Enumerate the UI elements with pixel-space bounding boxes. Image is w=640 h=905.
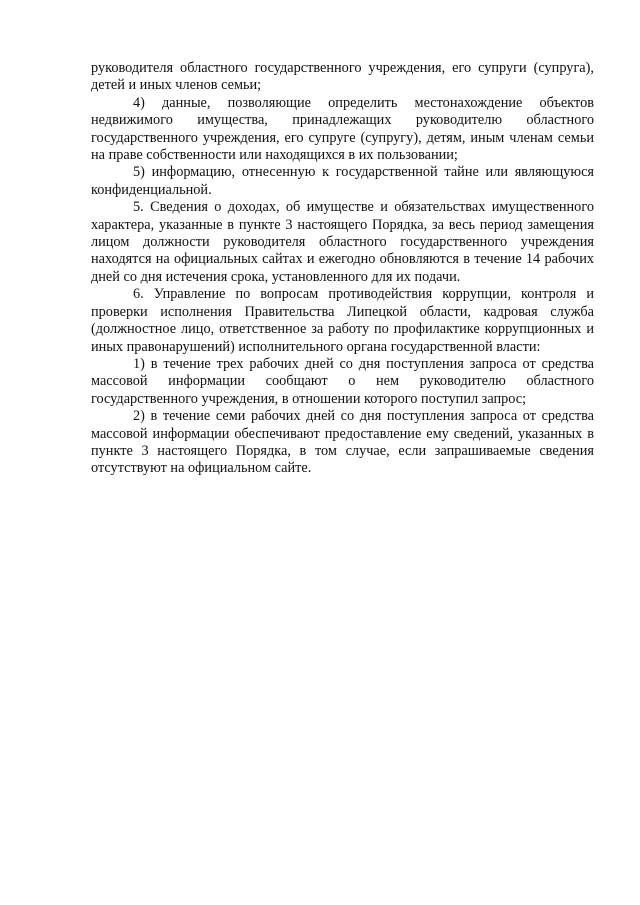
- paragraph-section-6: 6. Управление по вопросам противодействия коррупции, контроля и проверки исполнения Правительства Липецкой области, кадровая служба (должностное лицо, ответственное за работу по профилактике коррупционных и иных правонарушений) исполнительного органа государственной власти:: [91, 286, 594, 355]
- paragraph-subitem-2: 2) в течение семи рабочих дней со дня поступления запроса от средства массовой информации обеспечивают предоставление ему сведений, указанных в пункте 3 настоящего Порядка, в том случае, если запрашиваемые сведения отсутствуют на официальном сайте.: [91, 408, 594, 477]
- paragraph-continuation: руководителя областного государственного учреждения, его супруги (супруга), детей и иных членов семьи;: [91, 60, 594, 94]
- paragraph-section-5: 5. Сведения о доходах, об имуществе и обязательствах имущественного характера, указанные в пункте 3 настоящего Порядка, за весь период замещения лицом должности руководителя областного государственного учреждения находятся на официальных сайтах и ежегодно обновляются в течение 14 рабочих дней со дня истечения срока, установленного для их подачи.: [91, 199, 594, 285]
- paragraph-subitem-1: 1) в течение трех рабочих дней со дня поступления запроса от средства массовой информации сообщают о нем руководителю областного государственного учреждения, в отношении которого поступил запрос;: [91, 355, 594, 407]
- document-page: [91, 60, 594, 478]
- paragraph-item-4: 4) данные, позволяющие определить местонахождение объектов недвижимого имущества, принадлежащих руководителю областного государственного учреждения, его супруге (супругу), детям, иным членам семьи на праве собственности или находящихся в их пользовании;: [91, 94, 594, 164]
- paragraph-item-5: 5) информацию, отнесенную к государственной тайне или являющуюся конфиденциальной.: [91, 164, 594, 198]
